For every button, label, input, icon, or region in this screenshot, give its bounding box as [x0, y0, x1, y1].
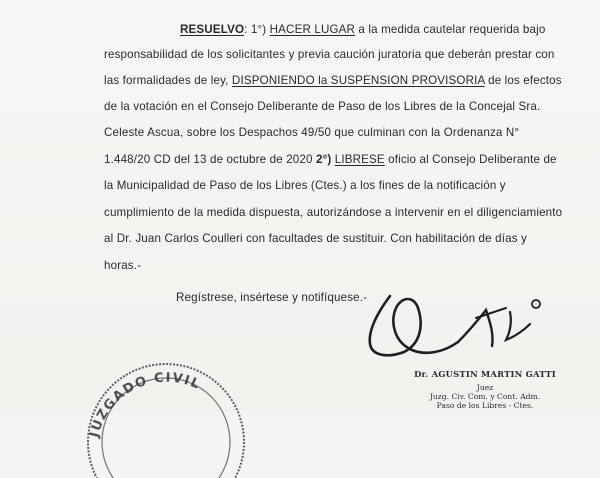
text-line-6: [104, 153, 557, 167]
item-number-2: 2°): [315, 153, 332, 166]
court-stamp: [78, 338, 248, 478]
handwritten-signature: [360, 286, 560, 366]
text-line-2: responsabilidad de los solicitantes y previa caución juratoria que deberán prestar con: [104, 48, 555, 61]
text-line-9: al Dr. Juan Carlos Coulleri con facultades de sustituir. Con habilitación de días y: [104, 232, 527, 245]
text-line-10: horas.-: [104, 259, 142, 272]
text-line-11: Regístrese, insértese y notifíquese.-: [176, 291, 368, 304]
text-span: oficio al Consejo Deliberante de: [384, 153, 557, 166]
svg-text:JUZGADO CIVIL: [87, 371, 203, 440]
text-line-8: cumplimiento de la medida dispuesta, autorizándose a intervenir en el diligenciamiento: [104, 206, 563, 219]
signer-role: Juez: [476, 383, 494, 392]
text-span: a la medida cautelar requerida bajo: [355, 23, 546, 36]
text-line-3: [104, 74, 562, 88]
text-span: : 1°): [244, 23, 270, 36]
text-span: de los efectos: [484, 74, 562, 87]
stamp-text: JUZGADO CIVIL: [87, 370, 203, 439]
text-line-4: de la votación en el Consejo Deliberante de Paso de los Libres de la Concejal Sra.: [104, 100, 541, 113]
text-span: las formalidades de ley,: [104, 74, 232, 87]
text-span: 1.448/20 CD del 13 de octubre de 2020: [104, 153, 316, 166]
librese-underlined: LIBRESE: [334, 153, 385, 166]
disponiendo-underlined: DISPONIENDO la SUSPENSION PROVISORIA: [231, 74, 485, 87]
text-line-1: [180, 23, 545, 37]
hacer-lugar-underlined: HACER LUGAR: [269, 23, 356, 36]
signer-name: Dr. AGUSTIN MARTIN GATTI: [414, 369, 556, 379]
signer-court: Juzg. Civ. Com. y Cont. Adm.: [429, 392, 541, 401]
text-line-7: la Municipalidad de Paso de los Libres (Ctes.) a los fines de la notificación y: [104, 179, 506, 192]
resuelvo-heading: RESUELVO: [180, 23, 245, 36]
text-line-5: Celeste Ascua, sobre los Despachos 49/50 que culminan con la Ordenanza N°: [104, 126, 520, 139]
signer-location: Paso de los Libres - Ctes.: [436, 401, 534, 410]
